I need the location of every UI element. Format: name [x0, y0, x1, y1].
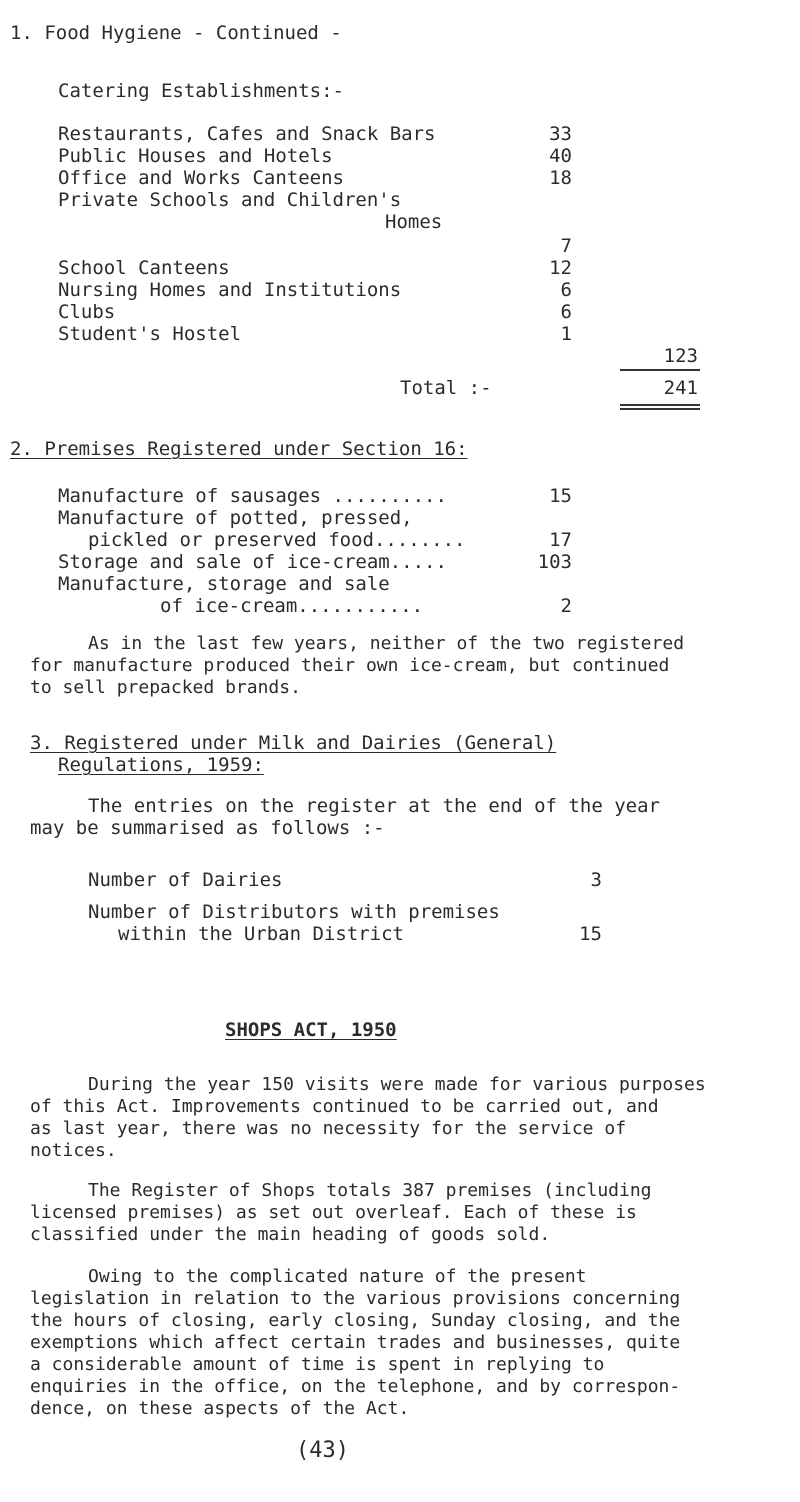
shops-paragraph-2: The Register of Shops totals 387 premises (including licensed premises) as set out overleaf. Each of these is classified under the main heading of goods sold. [30, 1180, 652, 1245]
catering-row-label: Clubs [58, 301, 116, 323]
premises-row-label: Manufacture of sausages .......... [58, 485, 447, 507]
catering-row-label: Nursing Homes and Institutions [58, 279, 402, 301]
section-heading-milk-dairies: 3. Registered under Milk and Dairies (General) [30, 732, 557, 754]
catering-row-label: Restaurants, Cafes and Snack Bars [58, 123, 436, 145]
catering-row-label: Private Schools and Children's [58, 189, 402, 211]
dairies-row-label: Number of Distributors with premises [88, 901, 500, 923]
catering-row-value: 33 [549, 123, 572, 145]
dairies-intro: The entries on the register at the end of the year may be summarised as follows :- [30, 795, 660, 839]
catering-row-value: 40 [549, 145, 572, 167]
section-heading-milk-dairies-cont: Regulations, 1959: [58, 754, 264, 776]
premises-row-label: Manufacture of potted, pressed, [58, 507, 413, 529]
dairies-row-label: Number of Dairies [88, 869, 283, 891]
premises-row-value: 15 [549, 485, 572, 507]
catering-row-label-cont: Homes [385, 211, 443, 233]
catering-title: Catering Establishments:- [58, 80, 344, 102]
premises-row-label: Manufacture, storage and sale [58, 573, 390, 595]
premises-row-label-cont: of ice-cream........... [160, 595, 424, 617]
total-double-rule-top [620, 404, 700, 406]
subtotal-rule [620, 369, 700, 371]
shops-paragraph-3: Owing to the complicated nature of the present legislation in relation to the various provisions concerning the hours of closing, early closing, Sunday closing, and the exemptions which affect certain trades and businesses, quite a considerable amount of time is spent in replying to enquiries in the office, on the telephone, and by correspon- dence, on these aspects of the Act. [30, 1266, 681, 1419]
premises-row-value: 103 [537, 551, 572, 573]
dairies-row-label-cont: within the Urban District [118, 923, 404, 945]
section-heading-premises: 2. Premises Registered under Section 16: [10, 438, 468, 460]
catering-row-value: 7 [560, 235, 572, 257]
catering-row-label: Student's Hostel [58, 323, 242, 345]
shops-paragraph-1: During the year 150 visits were made for various purposes of this Act. Improvements continued to be carried out, and as last year, there was no necessity for the service of notices. [30, 1074, 706, 1161]
premises-row-value: 2 [560, 595, 572, 617]
total-label: Total :- [400, 377, 492, 399]
catering-row-value: 6 [560, 279, 572, 301]
catering-row-label: Office and Works Canteens [58, 167, 344, 189]
premises-row-label: Storage and sale of ice-cream..... [58, 551, 447, 573]
total-double-rule-bottom [620, 408, 700, 410]
catering-total: 241 [663, 377, 698, 399]
catering-subtotal: 123 [663, 345, 698, 367]
catering-row-value: 6 [560, 301, 572, 323]
section-heading-food-hygiene: 1. Food Hygiene - Continued - [10, 22, 342, 44]
catering-row-label: School Canteens [58, 257, 230, 279]
catering-row-label: Public Houses and Hotels [58, 145, 333, 167]
premises-note: As in the last few years, neither of the two registered for manufacture produced their own ice-cream, but continued to sell prepacked brands. [30, 633, 685, 698]
premises-row-label-cont: pickled or preserved food........ [88, 529, 466, 551]
premises-row-value: 17 [549, 529, 572, 551]
catering-row-value: 18 [549, 167, 572, 189]
shops-act-heading: SHOPS ACT, 1950 [225, 1019, 397, 1041]
page-number: (43) [296, 1438, 349, 1463]
catering-row-value: 12 [549, 257, 572, 279]
dairies-row-value: 15 [579, 923, 602, 945]
catering-row-value: 1 [560, 323, 572, 345]
dairies-row-value: 3 [590, 869, 602, 891]
